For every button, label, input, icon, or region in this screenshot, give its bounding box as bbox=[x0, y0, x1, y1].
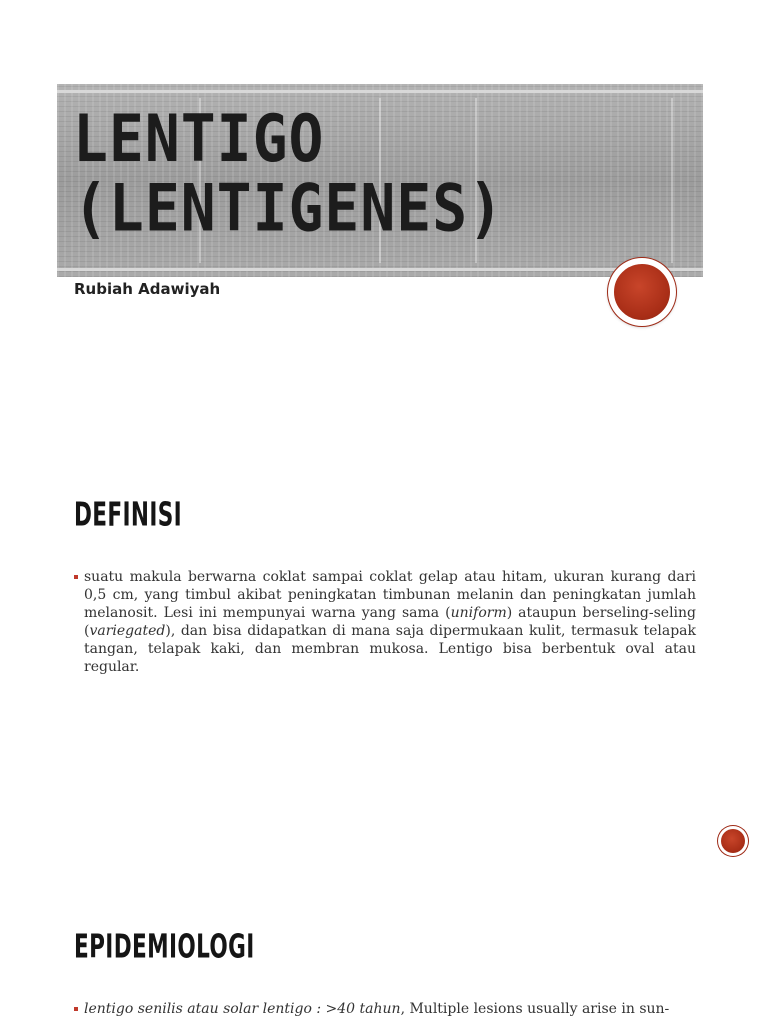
epidemiology-line bbox=[84, 1000, 696, 1018]
definition-italic-term: uniform bbox=[450, 605, 507, 621]
definition-text: ) ataupun berseling-seling ( bbox=[84, 605, 696, 639]
bullet-square-icon bbox=[74, 1007, 78, 1011]
banner-bottom-rule bbox=[57, 268, 703, 271]
title-line-1: LENTIGO bbox=[73, 100, 325, 177]
definition-text: suatu makula berwarna coklat sampai coklat gelap atau hitam, ukuran kurang dari 0,5 cm, yang timbul akibat peningkatan timbunan melanin dan peningkatan jumlah melanosit. Lesi ini mempunyai warna yang sama ( bbox=[84, 569, 696, 621]
epidemiologi-slide bbox=[0, 890, 768, 1024]
definisi-bullet-list bbox=[74, 568, 696, 676]
decorative-circle-icon bbox=[608, 258, 676, 326]
presentation-title bbox=[73, 100, 505, 247]
epidemiologi-bullet-list bbox=[74, 1000, 696, 1018]
author-name: Rubiah Adawiyah bbox=[74, 280, 221, 298]
decorative-circle-icon bbox=[718, 826, 748, 856]
title-slide bbox=[0, 0, 768, 410]
list-item bbox=[74, 1000, 696, 1018]
title-banner bbox=[57, 84, 703, 277]
epidemiology-text: , Multiple lesions usually arise in sun- bbox=[400, 1001, 670, 1017]
epidemiology-italic-text: lentigo senilis atau solar lentigo : >40 tahun bbox=[84, 1001, 401, 1017]
section-heading-epidemiologi: EPIDEMIOLOGI bbox=[74, 928, 255, 967]
definition-italic-term: variegated bbox=[89, 623, 166, 639]
banner-top-rule bbox=[57, 90, 703, 93]
banner-texture-tile bbox=[671, 98, 673, 263]
section-heading-definisi: DEFINISI bbox=[74, 496, 183, 535]
bullet-square-icon bbox=[74, 575, 78, 579]
title-line-2: (LENTIGENES) bbox=[73, 170, 505, 247]
definition-text: ), dan bisa didapatkan di mana saja dipermukaan kulit, termasuk telapak tangan, telapak kaki, dan membran mukosa. Lentigo bisa berbentuk oval atau regular. bbox=[84, 623, 696, 675]
definisi-slide bbox=[0, 410, 768, 890]
list-item bbox=[74, 568, 696, 676]
